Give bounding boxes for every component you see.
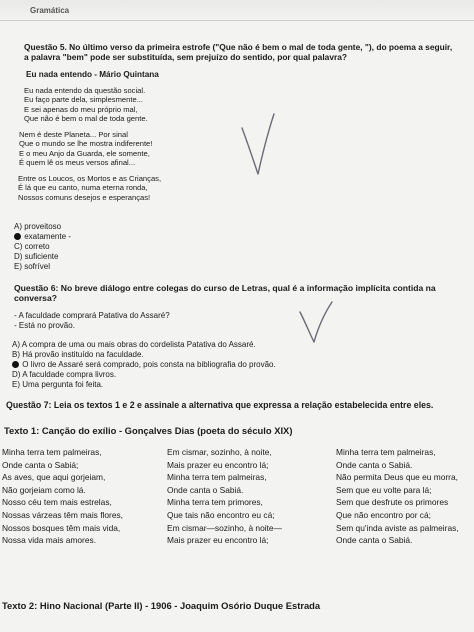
q6-dialog bbox=[14, 311, 170, 331]
poem-line: É quem lê os meus versos afinal... bbox=[19, 158, 136, 168]
verse-line: As aves, que aqui gorjeiam, bbox=[2, 472, 106, 483]
verse-line: Em cismar, sozinho, à noite, bbox=[167, 447, 272, 457]
dialog-line: - Está no provão. bbox=[14, 321, 75, 330]
checkmark-annotation-q5 bbox=[238, 110, 278, 180]
q5-option-c[interactable]: C) correto bbox=[14, 242, 50, 251]
verse-line: Nosso céu tem mais estrelas, bbox=[2, 497, 112, 508]
verse-line: Sem qu'inda aviste as palmeiras, bbox=[336, 522, 459, 533]
poem-line: E sei apenas do meu próprio mal, bbox=[24, 104, 138, 114]
q5-option-e[interactable]: E) sofrível bbox=[14, 262, 51, 271]
poem-line: Nossos comuns desejos e esperanças! bbox=[18, 192, 151, 202]
q5-poem-title: Eu nada entendo - Mário Quintana bbox=[26, 70, 159, 79]
poem-line: Nem é deste Planeta... Por sinal bbox=[19, 130, 128, 139]
text1-column-3 bbox=[336, 446, 459, 547]
q5-prompt-line1: Questão 5. No último verso da primeira estrofe ("Que não é bem o mal de toda gente, "), do poema a seguir, bbox=[24, 42, 453, 52]
q6-option-a[interactable]: A) A compra de uma ou mais obras do cordelista Patativa do Assaré. bbox=[12, 340, 256, 349]
poem-stanza-1 bbox=[24, 86, 148, 124]
verse-line: Nossa vida mais amores. bbox=[2, 535, 97, 546]
verse-line: Nossos bosques têm mais vida, bbox=[2, 522, 121, 533]
text2-title: Texto 2: Hino Nacional (Parte II) - 1906 - Joaquim Osório Duque Estrada bbox=[2, 600, 321, 611]
q5-option-b-text: exatamente - bbox=[24, 232, 71, 241]
verse-line: Minha terra tem palmeiras, bbox=[336, 447, 436, 457]
verse-line: Não permita Deus que eu morra, bbox=[336, 472, 458, 483]
q5-option-b[interactable] bbox=[14, 232, 71, 242]
q5-options bbox=[14, 222, 71, 272]
filled-bullet-icon bbox=[12, 361, 19, 368]
filled-bullet-icon bbox=[14, 233, 21, 240]
poem-line: Eu faço parte dela, simplesmente... bbox=[24, 95, 144, 105]
verse-line: Em cismar—sozinho, à noite— bbox=[167, 522, 282, 533]
poem-stanza-3 bbox=[18, 174, 161, 202]
verse-line: Onde canta o Sabiá. bbox=[167, 484, 244, 495]
q6-options bbox=[12, 340, 276, 390]
poem-line: Entre os Loucos, os Mortos e as Crianças, bbox=[18, 174, 162, 183]
verse-line: Minha terra tem primores, bbox=[167, 497, 263, 508]
verse-line: Mais prazer eu encontro lá; bbox=[167, 535, 269, 546]
q6-option-c-text: O livro de Assaré será comprado, pois consta na bibliografia do provão. bbox=[22, 360, 276, 369]
poem-line: Eu nada entendo da questão social. bbox=[24, 86, 146, 95]
q6-option-e[interactable]: E) Uma pergunta foi feita. bbox=[12, 380, 104, 389]
poem-line: Que não é bem o mal de toda gente. bbox=[24, 114, 148, 124]
q5-option-d[interactable]: D) suficiente bbox=[14, 252, 59, 261]
page-header bbox=[0, 0, 474, 22]
q6-prompt-line2: conversa? bbox=[14, 293, 57, 303]
q5-option-a[interactable]: A) proveitoso bbox=[14, 222, 62, 231]
verse-line: Onde canta o Sabiá; bbox=[2, 459, 79, 470]
text1-column-1 bbox=[2, 446, 123, 547]
q6-option-c[interactable] bbox=[12, 360, 276, 370]
verse-line: Sem que desfrute os primores bbox=[336, 497, 449, 508]
poem-line: E o meu Anjo da Guarda, ele somente, bbox=[19, 148, 150, 158]
verse-line: Sem que eu volte para lá; bbox=[336, 484, 432, 495]
q5-prompt-line2: a palavra "bem" pode ser substituída, sem prejuízo do sentido, por qual palavra? bbox=[24, 52, 348, 62]
verse-line: Que tais não encontro eu cá; bbox=[167, 509, 275, 520]
poem-stanza-2 bbox=[19, 130, 152, 168]
header-rule bbox=[0, 20, 474, 21]
verse-line: Onde canta o Sabiá. bbox=[336, 535, 413, 546]
checkmark-annotation-q6 bbox=[296, 298, 336, 346]
q7-prompt: Questão 7: Leia os textos 1 e 2 e assinale a alternativa que expressa a relação estabelecida entre eles. bbox=[6, 400, 434, 410]
header-text: Gramática bbox=[30, 6, 70, 15]
verse-line: Onde canta o Sabiá. bbox=[336, 459, 413, 470]
dialog-line: - A faculdade comprará Patativa do Assaré? bbox=[14, 311, 170, 320]
verse-line: Minha terra tem palmeiras, bbox=[167, 472, 267, 483]
poem-line: É lá que eu canto, numa eterna ronda, bbox=[18, 183, 148, 193]
verse-line: Nossas várzeas têm mais flores, bbox=[2, 509, 124, 520]
verse-line: Minha terra tem palmeiras, bbox=[2, 447, 102, 457]
text1-column-2 bbox=[167, 446, 282, 547]
poem-line: Que o mundo se lhe mostra indiferente! bbox=[19, 139, 153, 149]
q6-option-b[interactable]: B) Há provão instituído na faculdade. bbox=[12, 350, 144, 359]
text1-title: Texto 1: Canção do exílio - Gonçalves Dias (poeta do século XIX) bbox=[4, 425, 293, 436]
verse-line: Que não encontro por cá; bbox=[336, 509, 431, 520]
verse-line: Não gorjeiam como lá. bbox=[2, 484, 86, 495]
verse-line: Mais prazer eu encontro lá; bbox=[167, 459, 269, 470]
q6-option-d[interactable]: D) A faculdade compra livros. bbox=[12, 370, 117, 379]
q6-prompt-line1: Questão 6: No breve diálogo entre colegas do curso de Letras, qual é a informação implícita contida na bbox=[14, 283, 436, 293]
